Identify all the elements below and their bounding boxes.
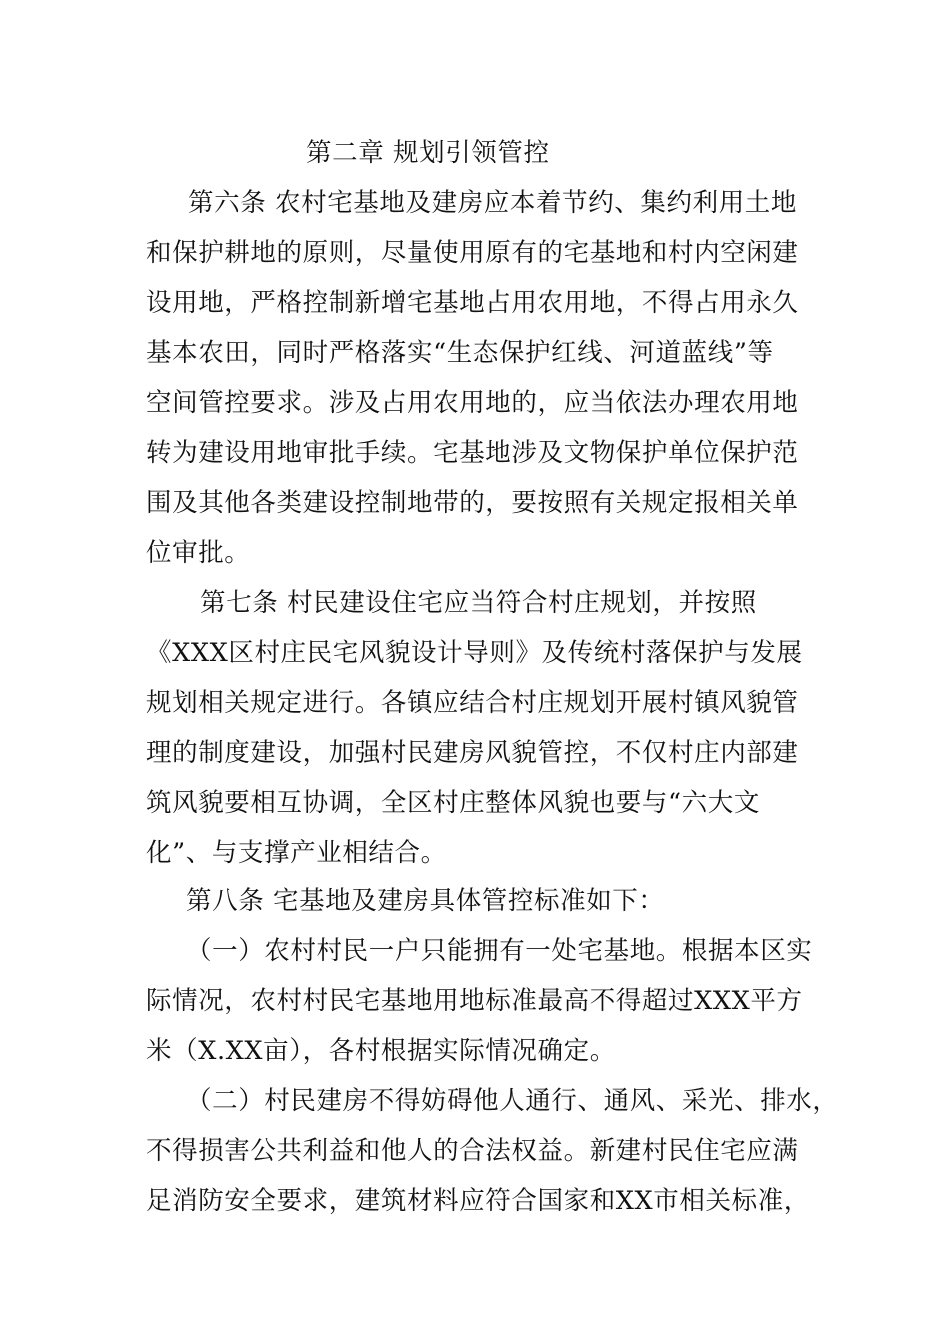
article-7-line: 化”、与支撑产业相结合。	[146, 838, 447, 868]
article-7-line: 筑风貌要相互协调，全区村庄整体风貌也要与“六大文	[146, 788, 760, 818]
article-6-line: 位审批。	[146, 538, 251, 568]
chapter-title: 第二章 规划引领管控	[306, 138, 550, 168]
article-7-line: 规划相关规定进行。各镇应结合村庄规划开展村镇风貌管	[146, 688, 799, 718]
article-6-line: 空间管控要求。涉及占用农用地的，应当依法办理农用地	[146, 388, 799, 418]
article-6-line: 围及其他各类建设控制地带的，要按照有关规定报相关单	[146, 488, 799, 518]
article-8-item-2-line: 不得损害公共利益和他人的合法权益。新建村民住宅应满	[146, 1136, 799, 1166]
article-8-item-2-line: （二）村民建房不得妨碍他人通行、通风、采光、排水，	[186, 1086, 839, 1116]
article-6-line: 和保护耕地的原则，尽量使用原有的宅基地和村内空闲建	[146, 238, 799, 268]
article-8-item-1-line: 际情况，农村村民宅基地用地标准最高不得超过XXX平方	[146, 986, 803, 1016]
article-6-line: 设用地，严格控制新增宅基地占用农用地，不得占用永久	[146, 288, 799, 318]
article-7-line: 第七条 村民建设住宅应当符合村庄规划，并按照	[200, 588, 757, 618]
article-6-line: 转为建设用地审批手续。宅基地涉及文物保护单位保护范	[146, 438, 799, 468]
article-8-item-1-line: （一）农村村民一户只能拥有一处宅基地。根据本区实	[186, 936, 813, 966]
article-7-line: 《XXX区村庄民宅风貌设计导则》及传统村落保护与发展	[146, 638, 803, 668]
article-8-item-1-line: 米（X.XX亩），各村根据实际情况确定。	[146, 1036, 616, 1066]
article-6-line: 第六条 农村宅基地及建房应本着节约、集约利用土地	[188, 188, 798, 218]
article-6-line: 基本农田，同时严格落实“生态保护红线、河道蓝线”等	[146, 338, 774, 368]
article-8-item-2-line: 足消防安全要求，建筑材料应符合国家和XX市相关标准，	[146, 1186, 810, 1216]
article-7-line: 理的制度建设，加强村民建房风貌管控，不仅村庄内部建	[146, 738, 799, 768]
article-8-intro: 第八条 宅基地及建房具体管控标准如下：	[186, 886, 665, 916]
